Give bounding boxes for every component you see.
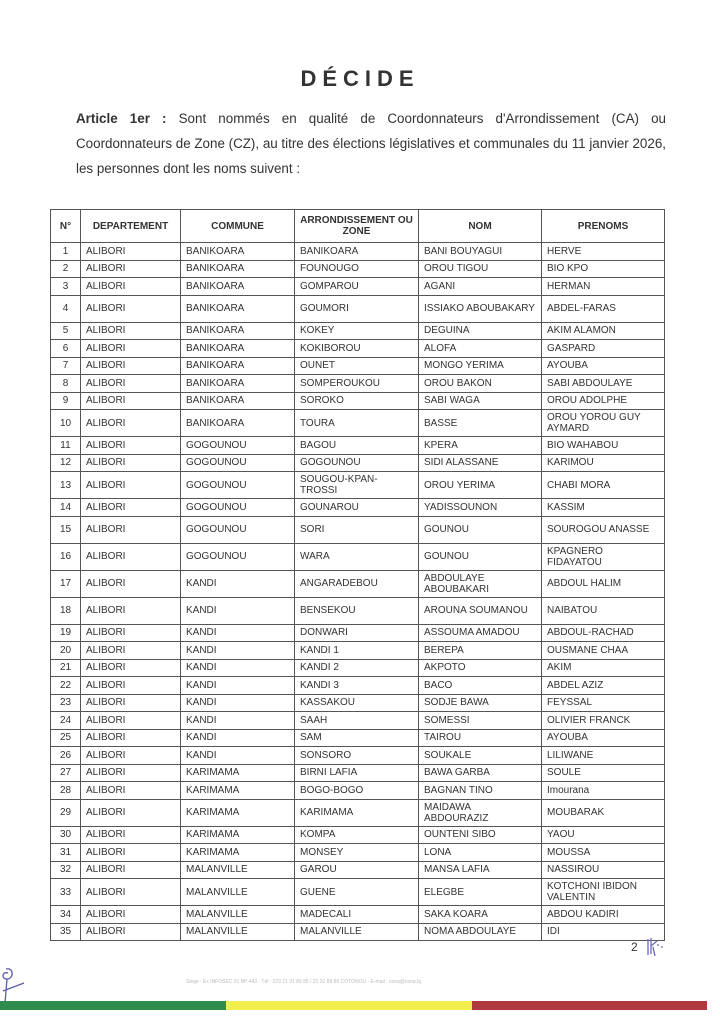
- cell-commune: MALANVILLE: [181, 879, 295, 906]
- cell-nom: NOMA ABDOULAYE: [419, 923, 542, 941]
- cell-number: 17: [51, 570, 81, 597]
- cell-commune: KARIMAMA: [181, 799, 295, 826]
- table-row: [51, 659, 665, 677]
- cell-arrondissement: BIRNI LAFIA: [295, 764, 419, 782]
- cell-nom: OROU YERIMA: [419, 472, 542, 499]
- cell-department: ALIBORI: [81, 747, 181, 765]
- cell-commune: KARIMAMA: [181, 826, 295, 844]
- table-row: [51, 392, 665, 410]
- cell-department: ALIBORI: [81, 322, 181, 340]
- cell-number: 30: [51, 826, 81, 844]
- header-number: N°: [51, 210, 81, 243]
- table-row: [51, 472, 665, 499]
- cell-commune: KANDI: [181, 677, 295, 695]
- cell-commune: BANIKOARA: [181, 243, 295, 261]
- table-row: [51, 597, 665, 624]
- cell-nom: SOMESSI: [419, 712, 542, 730]
- cell-arrondissement: KOMPA: [295, 826, 419, 844]
- header-commune: COMMUNE: [181, 210, 295, 243]
- cell-nom: BACO: [419, 677, 542, 695]
- cell-department: ALIBORI: [81, 826, 181, 844]
- cell-number: 6: [51, 340, 81, 358]
- cell-prenoms: YAOU: [542, 826, 665, 844]
- cell-department: ALIBORI: [81, 454, 181, 472]
- cell-department: ALIBORI: [81, 295, 181, 322]
- table-row: [51, 861, 665, 879]
- cell-commune: KANDI: [181, 729, 295, 747]
- cell-arrondissement: KOKIBOROU: [295, 340, 419, 358]
- cell-prenoms: OLIVIER FRANCK: [542, 712, 665, 730]
- cell-commune: GOGOUNOU: [181, 516, 295, 543]
- cell-arrondissement: MADECALI: [295, 906, 419, 924]
- cell-nom: SIDI ALASSANE: [419, 454, 542, 472]
- cell-nom: AKPOTO: [419, 659, 542, 677]
- cell-department: ALIBORI: [81, 782, 181, 800]
- cell-prenoms: AKIM: [542, 659, 665, 677]
- cell-commune: KANDI: [181, 624, 295, 642]
- cell-number: 16: [51, 543, 81, 570]
- cell-number: 18: [51, 597, 81, 624]
- cell-prenoms: NASSIROU: [542, 861, 665, 879]
- cell-prenoms: HERVE: [542, 243, 665, 261]
- cell-number: 7: [51, 357, 81, 375]
- table-row: [51, 437, 665, 455]
- cell-number: 9: [51, 392, 81, 410]
- cell-department: ALIBORI: [81, 906, 181, 924]
- cell-number: 21: [51, 659, 81, 677]
- cell-department: ALIBORI: [81, 516, 181, 543]
- cell-arrondissement: GOMPAROU: [295, 278, 419, 296]
- cell-prenoms: BIO WAHABOU: [542, 437, 665, 455]
- cell-arrondissement: GUENE: [295, 879, 419, 906]
- cell-nom: OUNTENI SIBO: [419, 826, 542, 844]
- initials-signature-icon: [644, 936, 666, 958]
- cell-arrondissement: KARIMAMA: [295, 799, 419, 826]
- cell-prenoms: LILIWANE: [542, 747, 665, 765]
- cell-prenoms: SABI ABDOULAYE: [542, 375, 665, 393]
- cell-commune: MALANVILLE: [181, 923, 295, 941]
- cell-number: 34: [51, 906, 81, 924]
- cell-commune: GOGOUNOU: [181, 499, 295, 517]
- cell-arrondissement: MALANVILLE: [295, 923, 419, 941]
- cell-department: ALIBORI: [81, 923, 181, 941]
- page-number: 2: [631, 940, 638, 954]
- table-row: [51, 844, 665, 862]
- cell-arrondissement: SOROKO: [295, 392, 419, 410]
- cell-commune: BANIKOARA: [181, 392, 295, 410]
- cell-prenoms: GASPARD: [542, 340, 665, 358]
- cell-prenoms: AYOUBA: [542, 357, 665, 375]
- cell-department: ALIBORI: [81, 764, 181, 782]
- header-department: DEPARTEMENT: [81, 210, 181, 243]
- cell-arrondissement: KANDI 3: [295, 677, 419, 695]
- cell-number: 1: [51, 243, 81, 261]
- cell-department: ALIBORI: [81, 357, 181, 375]
- cell-number: 12: [51, 454, 81, 472]
- cell-arrondissement: GAROU: [295, 861, 419, 879]
- cell-department: ALIBORI: [81, 659, 181, 677]
- cell-prenoms: FEYSSAL: [542, 694, 665, 712]
- cell-department: ALIBORI: [81, 472, 181, 499]
- cell-commune: KANDI: [181, 659, 295, 677]
- cell-arrondissement: SAM: [295, 729, 419, 747]
- cell-commune: BANIKOARA: [181, 357, 295, 375]
- cell-arrondissement: GOGOUNOU: [295, 454, 419, 472]
- table-row: [51, 826, 665, 844]
- cell-department: ALIBORI: [81, 375, 181, 393]
- table-row: [51, 923, 665, 941]
- cell-commune: BANIKOARA: [181, 375, 295, 393]
- cell-nom: BASSE: [419, 410, 542, 437]
- header-prenoms: PRENOMS: [542, 210, 665, 243]
- cell-commune: KANDI: [181, 747, 295, 765]
- table-row: [51, 454, 665, 472]
- cell-department: ALIBORI: [81, 712, 181, 730]
- cell-prenoms: OROU YOROU GUY AYMARD: [542, 410, 665, 437]
- cell-department: ALIBORI: [81, 543, 181, 570]
- cell-department: ALIBORI: [81, 624, 181, 642]
- cell-prenoms: KARIMOU: [542, 454, 665, 472]
- table-row: [51, 729, 665, 747]
- cell-number: 31: [51, 844, 81, 862]
- cell-number: 15: [51, 516, 81, 543]
- cell-number: 20: [51, 642, 81, 660]
- cell-arrondissement: BANIKOARA: [295, 243, 419, 261]
- cell-department: ALIBORI: [81, 844, 181, 862]
- cell-nom: ABDOULAYE ABOUBAKARI: [419, 570, 542, 597]
- cell-arrondissement: SOUGOU-KPAN-TROSSI: [295, 472, 419, 499]
- cell-nom: MONGO YERIMA: [419, 357, 542, 375]
- cell-prenoms: SOUROGOU ANASSE: [542, 516, 665, 543]
- table-body: [51, 243, 665, 941]
- header-arrondissement: ARRONDISSEMENT OU ZONE: [295, 210, 419, 243]
- cell-prenoms: ABDOU KADIRI: [542, 906, 665, 924]
- table-row: [51, 712, 665, 730]
- cell-arrondissement: SORI: [295, 516, 419, 543]
- cell-prenoms: KOTCHONI IBIDON VALENTIN: [542, 879, 665, 906]
- article-paragraph: [76, 106, 666, 181]
- cell-nom: OROU BAKON: [419, 375, 542, 393]
- cell-department: ALIBORI: [81, 597, 181, 624]
- cell-number: 26: [51, 747, 81, 765]
- cell-department: ALIBORI: [81, 861, 181, 879]
- cell-prenoms: CHABI MORA: [542, 472, 665, 499]
- table-row: [51, 624, 665, 642]
- flag-stripe-red: [472, 1001, 707, 1010]
- cell-number: 29: [51, 799, 81, 826]
- cell-arrondissement: KASSAKOU: [295, 694, 419, 712]
- cell-nom: TAIROU: [419, 729, 542, 747]
- table-row: [51, 543, 665, 570]
- cell-arrondissement: OUNET: [295, 357, 419, 375]
- cell-nom: GOUNOU: [419, 516, 542, 543]
- table-row: [51, 570, 665, 597]
- cell-number: 32: [51, 861, 81, 879]
- cell-arrondissement: GOUNAROU: [295, 499, 419, 517]
- cell-nom: BAWA GARBA: [419, 764, 542, 782]
- table-row: [51, 375, 665, 393]
- table-row: [51, 799, 665, 826]
- cell-nom: DEGUINA: [419, 322, 542, 340]
- cell-prenoms: SOULE: [542, 764, 665, 782]
- cell-commune: BANIKOARA: [181, 410, 295, 437]
- decision-title: DÉCIDE: [300, 66, 420, 91]
- cell-nom: SODJE BAWA: [419, 694, 542, 712]
- table-row: [51, 278, 665, 296]
- header-nom: NOM: [419, 210, 542, 243]
- cell-arrondissement: SONSORO: [295, 747, 419, 765]
- cell-arrondissement: ANGARADEBOU: [295, 570, 419, 597]
- cell-arrondissement: KANDI 1: [295, 642, 419, 660]
- cell-nom: MAIDAWA ABDOURAZIZ: [419, 799, 542, 826]
- cell-arrondissement: SOMPEROUKOU: [295, 375, 419, 393]
- cell-prenoms: AKIM ALAMON: [542, 322, 665, 340]
- cell-commune: KANDI: [181, 694, 295, 712]
- cell-number: 8: [51, 375, 81, 393]
- cell-commune: KARIMAMA: [181, 844, 295, 862]
- cell-number: 25: [51, 729, 81, 747]
- table-row: [51, 260, 665, 278]
- cell-arrondissement: BENSEKOU: [295, 597, 419, 624]
- cell-nom: SABI WAGA: [419, 392, 542, 410]
- cell-department: ALIBORI: [81, 243, 181, 261]
- article-text: Sont nommés en qualité de Coordonnateurs d'Arrondissement (CA) ou Coordonnateurs de Zone (CZ), au titre des élections législatives et communales du 11 janvier 2026, les personnes dont les noms suivent :: [76, 111, 666, 176]
- cell-department: ALIBORI: [81, 879, 181, 906]
- cell-prenoms: NAIBATOU: [542, 597, 665, 624]
- cell-department: ALIBORI: [81, 570, 181, 597]
- cell-number: 23: [51, 694, 81, 712]
- cell-number: 19: [51, 624, 81, 642]
- cell-prenoms: HERMAN: [542, 278, 665, 296]
- cell-prenoms: AYOUBA: [542, 729, 665, 747]
- cell-commune: MALANVILLE: [181, 861, 295, 879]
- cell-department: ALIBORI: [81, 340, 181, 358]
- cell-department: ALIBORI: [81, 392, 181, 410]
- cell-nom: SOUKALE: [419, 747, 542, 765]
- table-header-row: [51, 210, 665, 243]
- cell-number: 22: [51, 677, 81, 695]
- flag-stripe-yellow: [226, 1001, 472, 1010]
- cell-arrondissement: WARA: [295, 543, 419, 570]
- table-row: [51, 879, 665, 906]
- cell-nom: MANSA LAFIA: [419, 861, 542, 879]
- table-row: [51, 906, 665, 924]
- cell-prenoms: ABDEL AZIZ: [542, 677, 665, 695]
- table-row: [51, 782, 665, 800]
- cell-number: 24: [51, 712, 81, 730]
- cell-number: 33: [51, 879, 81, 906]
- cell-number: 27: [51, 764, 81, 782]
- cell-prenoms: KASSIM: [542, 499, 665, 517]
- cell-commune: GOGOUNOU: [181, 437, 295, 455]
- cell-commune: KANDI: [181, 642, 295, 660]
- cell-commune: BANIKOARA: [181, 295, 295, 322]
- cell-prenoms: ABDEL-FARAS: [542, 295, 665, 322]
- cell-prenoms: ABDOUL HALIM: [542, 570, 665, 597]
- cell-department: ALIBORI: [81, 410, 181, 437]
- cell-prenoms: MOUBARAK: [542, 799, 665, 826]
- cell-nom: BANI BOUYAGUI: [419, 243, 542, 261]
- table-row: [51, 243, 665, 261]
- cell-number: 3: [51, 278, 81, 296]
- table-row: [51, 322, 665, 340]
- cell-commune: GOGOUNOU: [181, 454, 295, 472]
- cell-commune: KARIMAMA: [181, 782, 295, 800]
- cell-arrondissement: KANDI 2: [295, 659, 419, 677]
- table-row: [51, 516, 665, 543]
- cell-nom: ELEGBE: [419, 879, 542, 906]
- cell-nom: AROUNA SOUMANOU: [419, 597, 542, 624]
- cell-arrondissement: KOKEY: [295, 322, 419, 340]
- table-row: [51, 410, 665, 437]
- table-row: [51, 747, 665, 765]
- cell-commune: BANIKOARA: [181, 340, 295, 358]
- cell-arrondissement: TOURA: [295, 410, 419, 437]
- table-row: [51, 340, 665, 358]
- footer-address: Siège : Ex INFOSEC 01 BP 443 · Tél : 229 21 31 89 85 / 21 31 89 86 COTONOU · E-mail : cena@cena.bj: [186, 979, 421, 985]
- table-row: [51, 295, 665, 322]
- cell-arrondissement: BOGO-BOGO: [295, 782, 419, 800]
- cell-commune: KARIMAMA: [181, 764, 295, 782]
- cell-prenoms: KPAGNERO FIDAYATOU: [542, 543, 665, 570]
- cell-nom: LONA: [419, 844, 542, 862]
- cell-arrondissement: MONSEY: [295, 844, 419, 862]
- cell-number: 10: [51, 410, 81, 437]
- cell-prenoms: OROU ADOLPHE: [542, 392, 665, 410]
- cell-number: 5: [51, 322, 81, 340]
- cell-department: ALIBORI: [81, 499, 181, 517]
- table-row: [51, 499, 665, 517]
- cell-commune: KANDI: [181, 597, 295, 624]
- cell-arrondissement: BAGOU: [295, 437, 419, 455]
- cell-department: ALIBORI: [81, 729, 181, 747]
- cell-commune: GOGOUNOU: [181, 472, 295, 499]
- cell-nom: AGANI: [419, 278, 542, 296]
- cell-department: ALIBORI: [81, 642, 181, 660]
- cell-prenoms: MOUSSA: [542, 844, 665, 862]
- cell-number: 2: [51, 260, 81, 278]
- cell-commune: GOGOUNOU: [181, 543, 295, 570]
- coordinators-table: [50, 209, 665, 941]
- cell-nom: OROU TIGOU: [419, 260, 542, 278]
- cell-department: ALIBORI: [81, 437, 181, 455]
- cell-department: ALIBORI: [81, 260, 181, 278]
- cell-arrondissement: SAAH: [295, 712, 419, 730]
- cell-nom: ALOFA: [419, 340, 542, 358]
- table-row: [51, 357, 665, 375]
- cell-prenoms: ABDOUL-RACHAD: [542, 624, 665, 642]
- cell-nom: ASSOUMA AMADOU: [419, 624, 542, 642]
- cell-prenoms: OUSMANE CHAA: [542, 642, 665, 660]
- cell-prenoms: Imourana: [542, 782, 665, 800]
- table-row: [51, 677, 665, 695]
- cell-nom: KPERA: [419, 437, 542, 455]
- cell-number: 35: [51, 923, 81, 941]
- cell-number: 14: [51, 499, 81, 517]
- cell-commune: KANDI: [181, 712, 295, 730]
- table-row: [51, 642, 665, 660]
- cell-arrondissement: GOUMORI: [295, 295, 419, 322]
- cell-nom: BAGNAN TINO: [419, 782, 542, 800]
- cell-number: 4: [51, 295, 81, 322]
- cell-arrondissement: FOUNOUGO: [295, 260, 419, 278]
- cell-department: ALIBORI: [81, 278, 181, 296]
- cell-prenoms: IDI: [542, 923, 665, 941]
- cell-commune: BANIKOARA: [181, 278, 295, 296]
- flag-stripe-green: [0, 1001, 226, 1010]
- cell-commune: MALANVILLE: [181, 906, 295, 924]
- cell-arrondissement: DONWARI: [295, 624, 419, 642]
- cell-commune: BANIKOARA: [181, 322, 295, 340]
- cell-nom: YADISSOUNON: [419, 499, 542, 517]
- cell-number: 11: [51, 437, 81, 455]
- table-row: [51, 694, 665, 712]
- cell-number: 28: [51, 782, 81, 800]
- cell-nom: BEREPA: [419, 642, 542, 660]
- cell-commune: BANIKOARA: [181, 260, 295, 278]
- article-label: Article 1er :: [76, 111, 167, 126]
- cell-nom: ISSIAKO ABOUBAKARY: [419, 295, 542, 322]
- cell-nom: GOUNOU: [419, 543, 542, 570]
- cell-department: ALIBORI: [81, 799, 181, 826]
- cell-department: ALIBORI: [81, 677, 181, 695]
- cell-commune: KANDI: [181, 570, 295, 597]
- cell-nom: SAKA KOARA: [419, 906, 542, 924]
- cell-number: 13: [51, 472, 81, 499]
- cell-prenoms: BIO KPO: [542, 260, 665, 278]
- table-row: [51, 764, 665, 782]
- cell-department: ALIBORI: [81, 694, 181, 712]
